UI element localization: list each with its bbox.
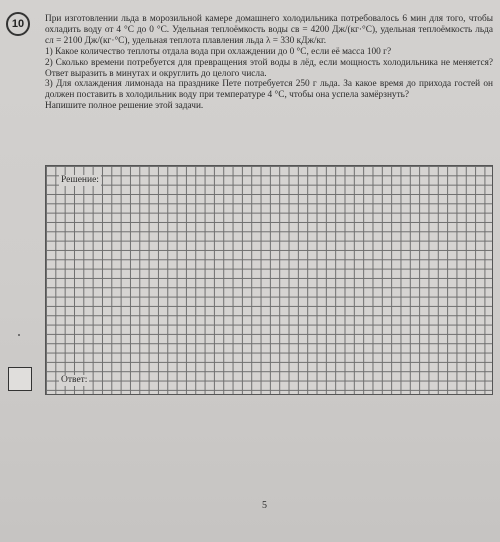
task-number-badge	[6, 12, 30, 36]
instruction: Напишите полное решение этой задачи.	[45, 101, 204, 112]
problem-statement	[45, 14, 493, 112]
score-box[interactable]	[8, 367, 32, 391]
answer-label: Ответ:	[61, 375, 88, 385]
question-3: 3) Для охлаждения лимонада на празднике Пете потребуется 250 г льда. За какое время до прихода гостей он должен поставить в холодильник воду при температуре 4 °C, чтобы она успела замёрзнуть?	[45, 79, 493, 101]
solution-grid[interactable]	[45, 165, 493, 395]
task-number: 10	[11, 18, 25, 30]
problem-intro: При изготовлении льда в морозильной камере домашнего холодильника потребовалось 6 мин для того, чтобы охладить воду от 4 °C до 0 °C. Удельная теплоёмкость воды cв = 4200 Дж/(кг·°C), удельная теплоёмкость льда cл = 2100 Дж/(кг·°C), удельная теплота плавления льда λ = 330 кДж/кг.	[45, 14, 493, 46]
margin-dot	[18, 334, 20, 336]
question-2: 2) Сколько времени потребуется для превращения этой воды в лёд, если мощность холодильника не меняется? Ответ выразить в минутах и округлить до целого числа.	[45, 57, 493, 79]
page-number: 5	[262, 500, 267, 511]
solution-label: Решение:	[61, 175, 99, 185]
question-1: 1) Какое количество теплоты отдала вода при охлаждении до 0 °C, если её масса 100 г?	[45, 46, 392, 57]
